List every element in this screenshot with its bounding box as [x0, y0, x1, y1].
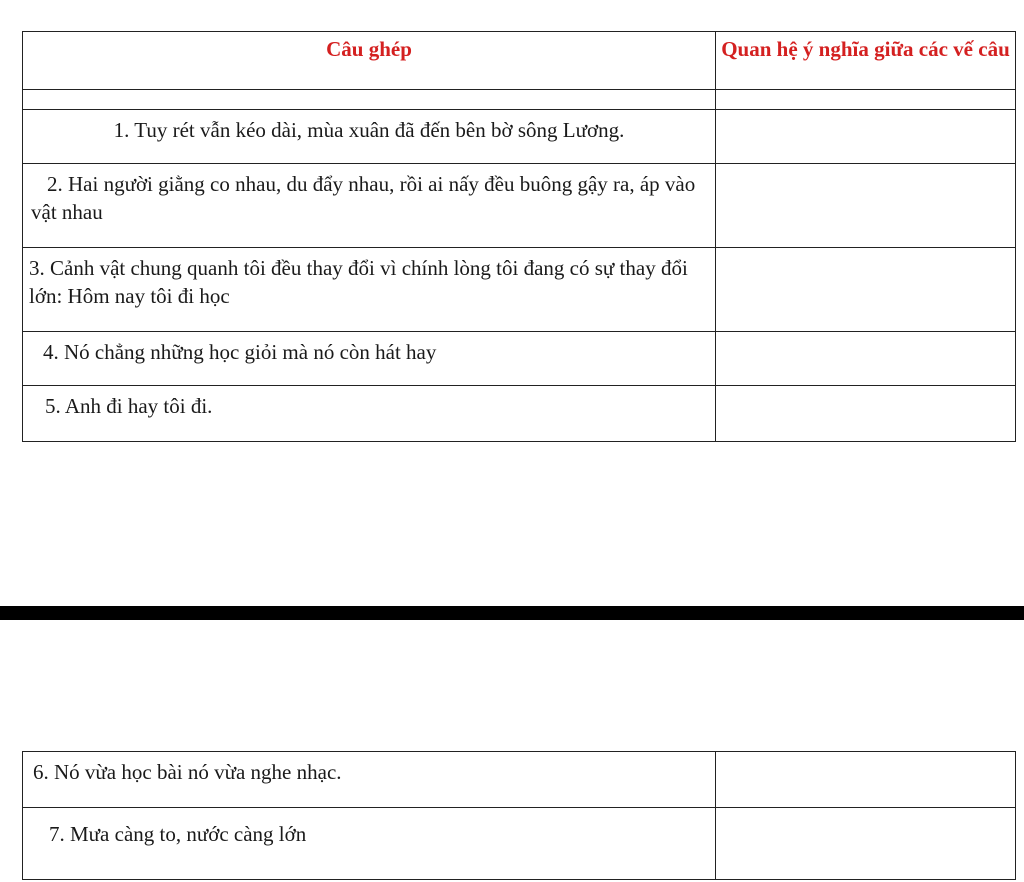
sentence-cell — [23, 248, 716, 332]
sentence-cell — [23, 808, 716, 880]
sentence-text: 1. Tuy rét vẫn kéo dài, mùa xuân đã đến bên bờ sông Lương. — [113, 118, 625, 142]
relation-cell[interactable] — [716, 248, 1016, 332]
spacer-cell — [23, 90, 716, 110]
table-row — [23, 164, 1016, 248]
table-header-row — [23, 32, 1016, 90]
relation-cell[interactable] — [716, 164, 1016, 248]
relation-text — [716, 808, 1015, 814]
relation-text — [716, 386, 1015, 392]
header-quan-he: Quan hệ ý nghĩa giữa các vế câu — [716, 32, 1016, 90]
header-cau-ghep: Câu ghép — [23, 32, 716, 90]
sentence-text: 5. Anh đi hay tôi đi. — [45, 394, 213, 418]
relation-cell[interactable] — [716, 386, 1016, 442]
sentence-text: 2. Hai người giằng co nhau, du đẩy nhau, rồi ai nấy đều buông gậy ra, áp vào vật nhau — [31, 172, 696, 224]
relation-cell[interactable] — [716, 110, 1016, 164]
relation-text — [716, 332, 1015, 338]
relation-text — [716, 164, 1015, 170]
table-row — [23, 110, 1016, 164]
table-spacer-row — [23, 90, 1016, 110]
sentence-text: 7. Mưa càng to, nước càng lớn — [49, 822, 307, 846]
sentence-cell — [23, 386, 716, 442]
compound-sentence-table-continued — [22, 751, 1016, 880]
relation-text — [716, 752, 1015, 758]
sentence-cell — [23, 164, 716, 248]
table-row — [23, 752, 1016, 808]
relation-text — [716, 248, 1015, 254]
table-row — [23, 248, 1016, 332]
sentence-cell — [23, 752, 716, 808]
table-row — [23, 332, 1016, 386]
sentence-cell — [23, 332, 716, 386]
spacer-cell — [716, 90, 1016, 110]
sentence-text: 6. Nó vừa học bài nó vừa nghe nhạc. — [33, 760, 342, 784]
sentence-text: 3. Cảnh vật chung quanh tôi đều thay đổi vì chính lòng tôi đang có sự thay đổi lớn: Hôm nay tôi đi học — [29, 256, 688, 308]
relation-cell[interactable] — [716, 808, 1016, 880]
table-row — [23, 386, 1016, 442]
page-divider-band — [0, 606, 1024, 620]
sentence-cell — [23, 110, 716, 164]
sentence-text: 4. Nó chẳng những học giỏi mà nó còn hát hay — [43, 340, 437, 364]
relation-text — [716, 110, 1015, 116]
table-row — [23, 808, 1016, 880]
relation-cell[interactable] — [716, 332, 1016, 386]
compound-sentence-table — [22, 31, 1016, 442]
relation-cell[interactable] — [716, 752, 1016, 808]
